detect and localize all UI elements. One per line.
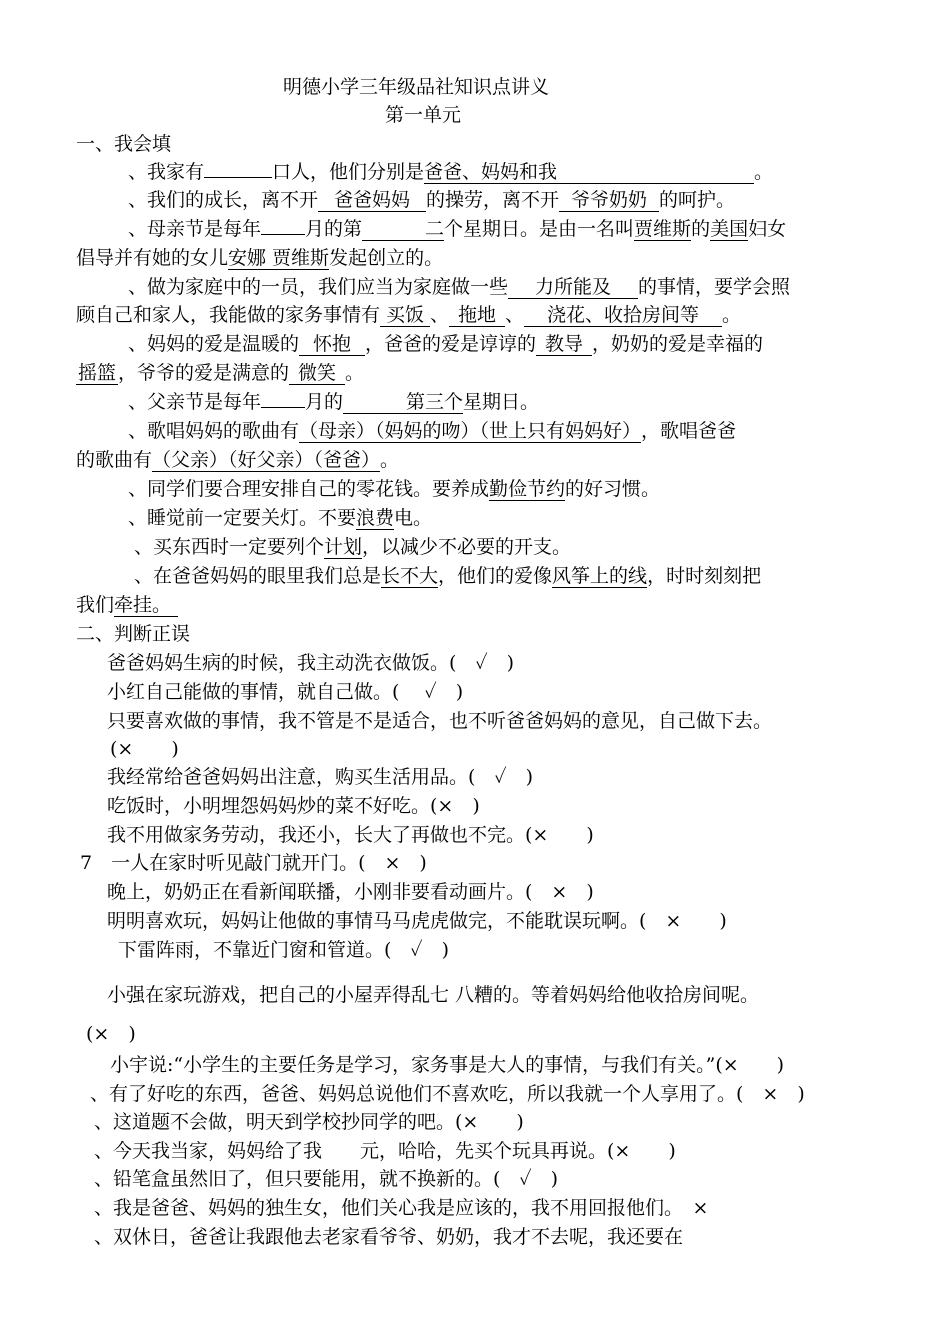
- answer: 计划: [324, 536, 363, 558]
- answer: 教导: [536, 333, 592, 356]
- fill-line-6: [76, 302, 741, 328]
- text: 顾自己和家人，我能做的家务事情有: [76, 304, 381, 326]
- fill-line-13: [128, 505, 432, 531]
- judge-item: 我经常给爸爸妈妈出注意，购买生活用品。( ✓ ): [107, 766, 534, 788]
- text: 的呵护。: [659, 189, 736, 211]
- text: 、歌唱妈妈的歌曲有: [128, 420, 300, 442]
- text: 月的第: [305, 218, 363, 240]
- judge-item: 、铅笔盒虽然旧了，但只要能用，就不换新的。( ✓ ): [94, 1168, 559, 1190]
- judge-item: 爸爸妈妈生病的时候，我主动洗衣做饭。( ✓ ): [107, 652, 515, 674]
- answer: 第三个: [343, 391, 463, 414]
- answer: 美国: [710, 218, 749, 240]
- text: 、睡觉前一定要关灯。不要: [128, 507, 357, 529]
- text: 、母亲节是每年: [128, 218, 262, 240]
- text: 、同学们要合理安排自己的零花钱。要养成: [128, 478, 490, 500]
- fill-line-5: [128, 274, 790, 300]
- answer: 微笑: [289, 362, 345, 385]
- text: 我们: [76, 594, 115, 616]
- text: 。: [345, 362, 365, 384]
- fill-line-8: [76, 360, 364, 386]
- text: ，时时刻刻把: [647, 565, 762, 587]
- text: ，爸爸的爱是谆谆的: [365, 333, 537, 355]
- judge-item: 、有了好吃的东西，爸爸、妈妈总说他们不喜欢吃，所以我就一个人享用了。( × ): [90, 1083, 805, 1105]
- text: 月的: [305, 391, 344, 413]
- text: 电。: [394, 507, 433, 529]
- answer: 怀抱: [299, 333, 365, 356]
- fill-line-9: [128, 389, 539, 415]
- section-heading-fill: 一、我会填: [76, 133, 172, 155]
- judge-item: 、这道题不会做，明天到学校抄同学的吧。(× ): [94, 1111, 524, 1133]
- fill-line-10: [128, 418, 736, 444]
- fill-line-1: [128, 159, 773, 185]
- answer: 浪费: [356, 507, 395, 529]
- answer-text: 爸爸、妈妈和我: [424, 161, 558, 183]
- fill-line-15: [134, 563, 761, 589]
- blank: [204, 177, 272, 178]
- fill-line-7: [128, 331, 763, 357]
- answer: 摇篮: [77, 362, 116, 384]
- judge-item: 小强在家玩游戏，把自己的小屋弄得乱七 八糟的。等着妈妈给他收拾房间呢。: [107, 984, 760, 1006]
- blank: [261, 234, 305, 235]
- answer: [424, 161, 754, 184]
- blank: [261, 407, 305, 408]
- judge-item: 明明喜欢玩，妈妈让他做的事情马马虎虎做完，不能耽误玩啊。( × ): [107, 910, 727, 932]
- text: 口人，他们分别是: [272, 161, 425, 183]
- text: 、我家有: [128, 161, 205, 183]
- answer: 牵挂。: [114, 594, 178, 617]
- text: 、: [505, 304, 525, 326]
- text: 的操劳，离不开: [426, 189, 560, 211]
- text: 倡导并有她的女儿: [76, 247, 229, 269]
- answer: 贾维斯: [634, 218, 692, 240]
- text: ，他们的爱像: [438, 565, 553, 587]
- judge-item: 小宇说:“小学生的主要任务是学习，家务事是大人的事情，与我们有关。”(× ): [110, 1054, 785, 1076]
- fill-line-16: [76, 592, 178, 618]
- text: 、父亲节是每年: [128, 391, 262, 413]
- judge-item: 7 一人在家时听见敲门就开门。( × ): [80, 852, 427, 874]
- fill-line-12: [128, 476, 660, 502]
- answer: 风筝上的线: [552, 565, 648, 587]
- answer: 爸爸妈妈: [318, 189, 426, 212]
- text: 的: [691, 218, 711, 240]
- judge-item: 我不用做家务劳动，我还小，长大了再做也不完。(× ): [107, 824, 594, 846]
- answer: 二: [362, 218, 444, 241]
- text: 。: [722, 304, 742, 326]
- answer: （父亲）（好父亲）（爸爸）: [152, 449, 381, 471]
- judge-item: 、今天我当家，妈妈给了我 元，哈哈，先买个玩具再说。(× ): [94, 1140, 676, 1162]
- text: 、我们的成长，离不开: [128, 189, 319, 211]
- text: 。: [380, 449, 400, 471]
- text: ，歌唱爸爸: [641, 420, 737, 442]
- judge-item: 下雷阵雨，不靠近门窗和管道。( ✓ ): [118, 939, 450, 961]
- fill-line-4: [76, 245, 443, 271]
- judge-item: 吃饭时，小明埋怨妈妈炒的菜不好吃。(× ): [107, 795, 480, 817]
- fill-line-3: [128, 216, 786, 242]
- fill-line-14: [134, 534, 571, 560]
- text: 、: [430, 304, 450, 326]
- text: ，爷爷的爱是满意的: [118, 362, 290, 384]
- text: 、做为家庭中的一员，我们应当为家庭做一些: [128, 276, 509, 298]
- answer: 力所能及: [508, 276, 638, 299]
- text: ，以减少不必要的开支。: [362, 536, 572, 558]
- text: 的好习惯。: [565, 478, 661, 500]
- text: 的事情，要学会照: [638, 276, 791, 298]
- text: 、妈妈的爱是温暖的: [128, 333, 300, 355]
- text: 妇女: [748, 218, 787, 240]
- answer: 安娜 贾维斯: [228, 247, 330, 269]
- answer: 买饭: [380, 304, 430, 327]
- text: 星期日。: [463, 391, 540, 413]
- unit-title: 第一单元: [385, 104, 462, 126]
- judge-item: 只要喜欢做的事情，我不管是不是适合，也不听爸爸妈妈的意见，自己做下去。: [107, 710, 773, 732]
- text: 个星期日。是由一名叫: [444, 218, 635, 240]
- answer: 浇花、收拾房间等: [524, 304, 722, 327]
- answer: 拖地: [449, 304, 505, 327]
- fill-line-2: [128, 187, 735, 213]
- answer: 勤俭节约: [489, 478, 566, 500]
- text: 发起创立的。: [329, 247, 444, 269]
- text: 的歌曲有: [76, 449, 153, 471]
- text: 。: [754, 161, 774, 183]
- judge-item: 、我是爸爸、妈妈的独生女，他们关心我是应该的，我不用回报他们。 ×: [94, 1197, 709, 1219]
- answer: （母亲）（妈妈的吻）（世上只有妈妈好）: [299, 420, 642, 442]
- fill-line-11: [76, 447, 399, 473]
- text: 、买东西时一定要列个: [134, 536, 325, 558]
- text: 、在爸爸妈妈的眼里我们总是: [134, 565, 382, 587]
- judge-item: 小红自己能做的事情，就自己做。( ✓ ): [107, 681, 464, 703]
- judge-item: 、双休日，爸爸让我跟他去老家看爷爷、奶奶，我才不去呢，我还要在: [94, 1226, 684, 1248]
- judge-item-answer: (× ): [110, 738, 179, 760]
- answer: 长不大: [381, 565, 439, 587]
- answer: 爷爷奶奶: [559, 189, 659, 212]
- judge-item-answer: (× ): [86, 1023, 136, 1045]
- section-heading-judge: 二、判断正误: [76, 623, 191, 645]
- page-title: 明德小学三年级品社知识点讲义: [283, 76, 550, 98]
- text: ，奶奶的爱是幸福的: [592, 333, 764, 355]
- judge-item: 晚上，奶奶正在看新闻联播，小刚非要看动画片。( × ): [107, 881, 594, 903]
